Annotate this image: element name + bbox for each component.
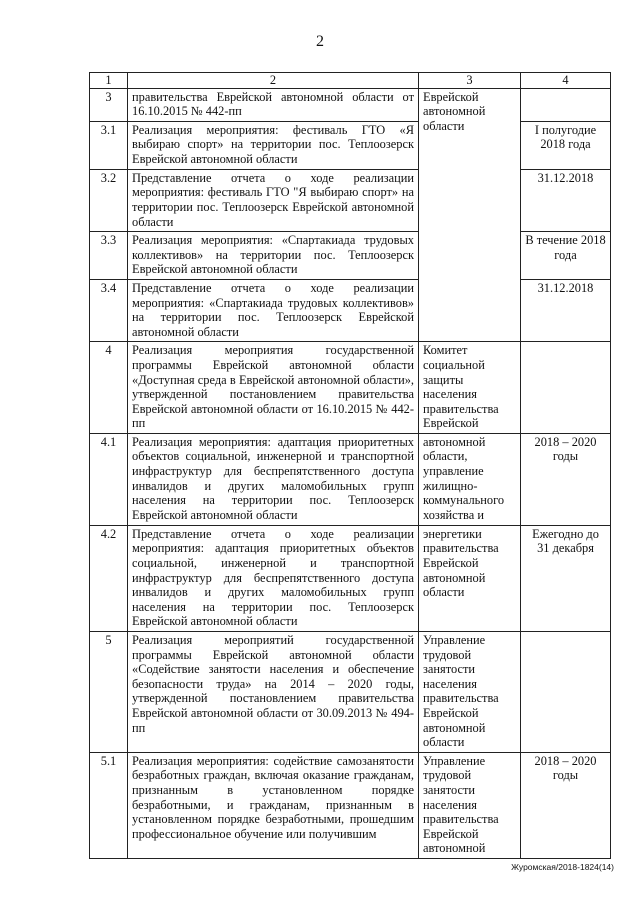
table-header-row — [90, 73, 611, 89]
row-date: 2018 – 2020 годы — [521, 752, 611, 858]
row-number: 3.1 — [90, 121, 128, 169]
row-date: 31.12.2018 — [521, 279, 611, 341]
row-number: 5 — [90, 632, 128, 753]
table-row — [90, 232, 611, 280]
row-date — [521, 632, 611, 753]
row-number: 5.1 — [90, 752, 128, 858]
table-row — [90, 525, 611, 631]
row-date: 31.12.2018 — [521, 169, 611, 231]
row-date: 2018 – 2020 годы — [521, 433, 611, 525]
header-cell: 2 — [128, 73, 419, 89]
row-executor: энергетики правительства Еврейской автономной области — [419, 525, 521, 631]
row-description: Реализация мероприятия: содействие самозанятости безработных граждан, включая оказание гражданам, признанным в установленном порядке безработными, и гражданам, признанным в установленном порядке безработными, прошедшим профессиональное обучение или получившим — [128, 752, 419, 858]
row-executor: Управление трудовой занятости населения правительства Еврейской автономной области — [419, 632, 521, 753]
row-description: Реализация мероприятия: фестиваль ГТО «Я выбираю спорт» на территории пос. Теплоозерск Еврейской автономной области — [128, 121, 419, 169]
row-number: 3.4 — [90, 279, 128, 341]
table-row — [90, 433, 611, 525]
row-date: В течение 2018 года — [521, 232, 611, 280]
document-footer-code: Журомская/2018-1824(14) — [511, 862, 614, 872]
page-number: 2 — [316, 33, 324, 50]
row-date: Ежегодно до 31 декабря — [521, 525, 611, 631]
header-cell: 3 — [419, 73, 521, 89]
row-description: Представление отчета о ходе реализации мероприятия: фестиваль ГТО "Я выбираю спорт» на территории пос. Теплоозерск Еврейской автономной области — [128, 169, 419, 231]
table-row — [90, 342, 611, 434]
row-date: I полугодие 2018 года — [521, 121, 611, 169]
row-executor: Управление трудовой занятости населения правительства Еврейской автономной — [419, 752, 521, 858]
row-description: Реализация мероприятия: «Спартакиада трудовых коллективов» на территории пос. Теплоозерск Еврейской автономной области — [128, 232, 419, 280]
activities-table — [89, 72, 611, 859]
row-description: Представление отчета о ходе реализации мероприятия: «Спартакиада трудовых коллективов» на территории пос. Теплоозерск Еврейской автономной области — [128, 279, 419, 341]
row-number: 3.2 — [90, 169, 128, 231]
table-row — [90, 279, 611, 341]
row-date — [521, 342, 611, 434]
table-row — [90, 169, 611, 231]
table-row — [90, 752, 611, 858]
row-number: 4.1 — [90, 433, 128, 525]
row-description: Представление отчета о ходе реализации мероприятия: адаптация приоритетных объектов социальной, инженерной и транспортной инфраструктур для беспрепятственного доступа инвалидов и других маломобильных групп населения на территории пос. Теплоозерск Еврейской автономной области — [128, 525, 419, 631]
header-cell: 4 — [521, 73, 611, 89]
row-description: правительства Еврейской автономной области от 16.10.2015 № 442-пп — [128, 88, 419, 121]
row-number: 4.2 — [90, 525, 128, 631]
row-number: 3 — [90, 88, 128, 121]
table-row — [90, 632, 611, 753]
row-executor: автономной области, управление жилищно-коммунального хозяйства и — [419, 433, 521, 525]
row-description: Реализация мероприятий государственной программы Еврейской автономной области «Содействие занятости населения и обеспечение безопасности труда» на 2014 – 2020 годы, утвержденной постановлением правительства Еврейской автономной области от 30.09.2013 № 494-пп — [128, 632, 419, 753]
row-executor: Комитет социальной защиты населения правительства Еврейской — [419, 342, 521, 434]
row-date — [521, 88, 611, 121]
row-number: 3.3 — [90, 232, 128, 280]
row-description: Реализация мероприятия: адаптация приоритетных объектов социальной, инженерной и транспортной инфраструктур для беспрепятственного доступа инвалидов и других маломобильных групп населения на территории пос. Теплоозерск Еврейской автономной области — [128, 433, 419, 525]
header-cell: 1 — [90, 73, 128, 89]
row-executor: Еврейской автономной области — [419, 88, 521, 342]
row-number: 4 — [90, 342, 128, 434]
table-row — [90, 88, 611, 121]
row-description: Реализация мероприятия государственной программы Еврейской автономной области «Доступная среда в Еврейской автономной области», утвержденной постановлением правительства Еврейской автономной области от 16.10.2015 № 442-пп — [128, 342, 419, 434]
table-row — [90, 121, 611, 169]
